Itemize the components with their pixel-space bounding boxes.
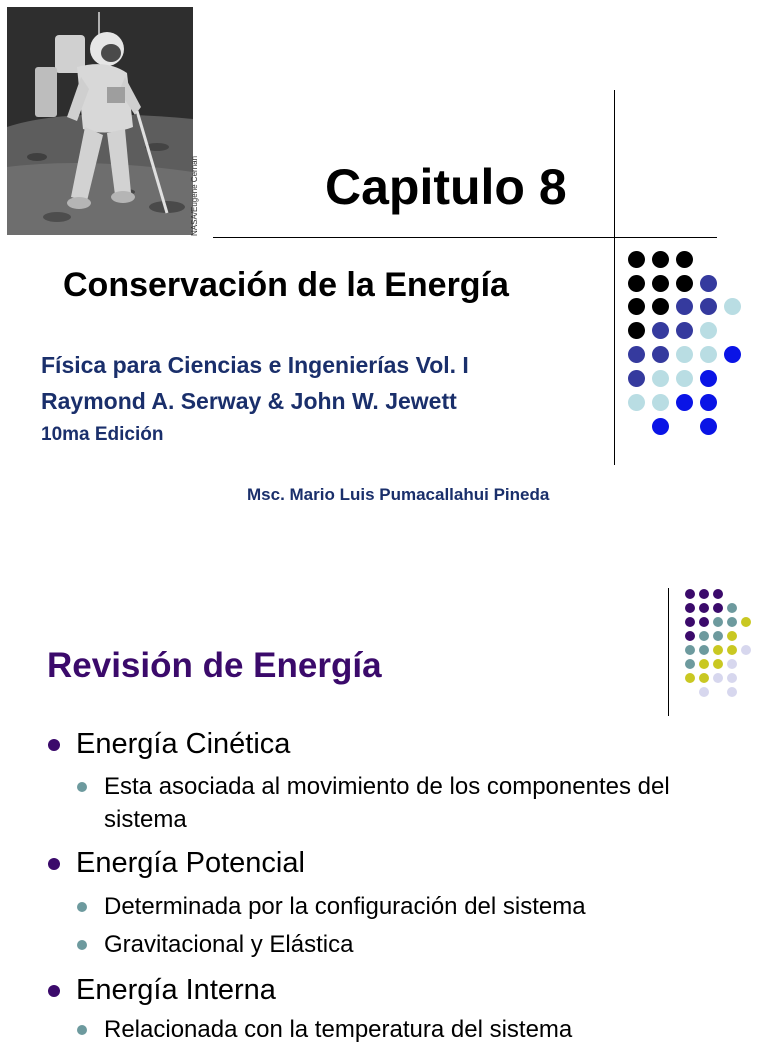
grid-dot xyxy=(727,617,737,627)
grid-dot xyxy=(700,275,717,292)
chapter-subtitle: Conservación de la Energía xyxy=(63,266,509,304)
grid-dot xyxy=(713,673,723,683)
grid-dot xyxy=(676,394,693,411)
bullet-dot-icon xyxy=(77,940,87,950)
grid-dot xyxy=(652,394,669,411)
grid-dot xyxy=(741,617,751,627)
grid-dot xyxy=(699,617,709,627)
grid-dot xyxy=(699,603,709,613)
grid-dot xyxy=(676,275,693,292)
grid-dot xyxy=(652,346,669,363)
grid-dot xyxy=(713,645,723,655)
grid-dot xyxy=(652,322,669,339)
grid-dot xyxy=(700,418,717,435)
grid-dot xyxy=(727,687,737,697)
grid-dot xyxy=(685,617,695,627)
grid-dot xyxy=(700,394,717,411)
grid-dot xyxy=(628,298,645,315)
grid-dot xyxy=(699,645,709,655)
grid-dot xyxy=(676,370,693,387)
grid-dot xyxy=(724,346,741,363)
grid-dot xyxy=(699,673,709,683)
grid-dot xyxy=(685,603,695,613)
grid-dot xyxy=(699,659,709,669)
grid-dot xyxy=(699,589,709,599)
grid-dot xyxy=(652,275,669,292)
bullet-label: Energía Potencial xyxy=(76,847,305,879)
bullet-dot-icon xyxy=(77,902,87,912)
grid-dot xyxy=(628,346,645,363)
divider-vertical xyxy=(614,90,615,465)
grid-dot xyxy=(700,370,717,387)
grid-dot xyxy=(652,370,669,387)
grid-dot xyxy=(628,322,645,339)
divider-vertical-2 xyxy=(668,588,669,716)
bullet-dot-icon xyxy=(77,1025,87,1035)
grid-dot xyxy=(700,346,717,363)
grid-dot xyxy=(699,687,709,697)
grid-dot xyxy=(628,394,645,411)
grid-dot xyxy=(628,275,645,292)
grid-dot xyxy=(676,298,693,315)
grid-dot xyxy=(741,645,751,655)
grid-dot xyxy=(652,251,669,268)
grid-dot xyxy=(713,659,723,669)
grid-dot xyxy=(685,659,695,669)
grid-dot xyxy=(713,617,723,627)
astronaut-illustration xyxy=(7,7,193,235)
grid-dot xyxy=(699,631,709,641)
grid-dot xyxy=(727,673,737,683)
grid-dot xyxy=(700,298,717,315)
divider-horizontal xyxy=(213,237,717,238)
grid-dot xyxy=(713,589,723,599)
book-authors: Raymond A. Serway & John W. Jewett xyxy=(41,388,457,414)
photo-credit: NASA/Eugene Cernan xyxy=(190,155,199,236)
grid-dot xyxy=(724,298,741,315)
bullet-dot-icon xyxy=(77,782,87,792)
sub-bullet-text: Esta asociada al movimiento de los componentes del sistema xyxy=(104,773,670,833)
grid-dot xyxy=(727,645,737,655)
presenter-name: Msc. Mario Luis Pumacallahui Pineda xyxy=(247,485,550,504)
grid-dot xyxy=(685,673,695,683)
grid-dot xyxy=(713,603,723,613)
grid-dot xyxy=(700,322,717,339)
grid-dot xyxy=(685,645,695,655)
grid-dot xyxy=(727,659,737,669)
sub-bullet-text: Gravitacional y Elástica xyxy=(104,931,354,958)
bullet-dot-icon xyxy=(48,858,60,870)
grid-dot xyxy=(727,631,737,641)
bullet-dot-icon xyxy=(48,739,60,751)
grid-dot xyxy=(676,346,693,363)
grid-dot xyxy=(727,603,737,613)
bullet-dot-icon xyxy=(48,985,60,997)
book-edition: 10ma Edición xyxy=(41,424,164,445)
grid-dot xyxy=(628,251,645,268)
grid-dot xyxy=(676,322,693,339)
bullet-label: Energía Cinética xyxy=(76,728,291,760)
grid-dot xyxy=(685,589,695,599)
sub-bullet-text: Relacionada con la temperatura del sistema xyxy=(104,1016,573,1043)
grid-dot xyxy=(628,370,645,387)
slide-title: Revisión de Energía xyxy=(47,646,382,685)
bullet-label: Energía Interna xyxy=(76,974,276,1006)
chapter-title: Capitulo 8 xyxy=(325,159,567,215)
grid-dot xyxy=(652,418,669,435)
grid-dot xyxy=(676,251,693,268)
astronaut-photo xyxy=(7,7,193,235)
grid-dot xyxy=(713,631,723,641)
grid-dot xyxy=(685,631,695,641)
grid-dot xyxy=(652,298,669,315)
book-title: Física para Ciencias e Ingenierías Vol. I xyxy=(41,352,469,378)
sub-bullet-text: Determinada por la configuración del sistema xyxy=(104,893,586,920)
